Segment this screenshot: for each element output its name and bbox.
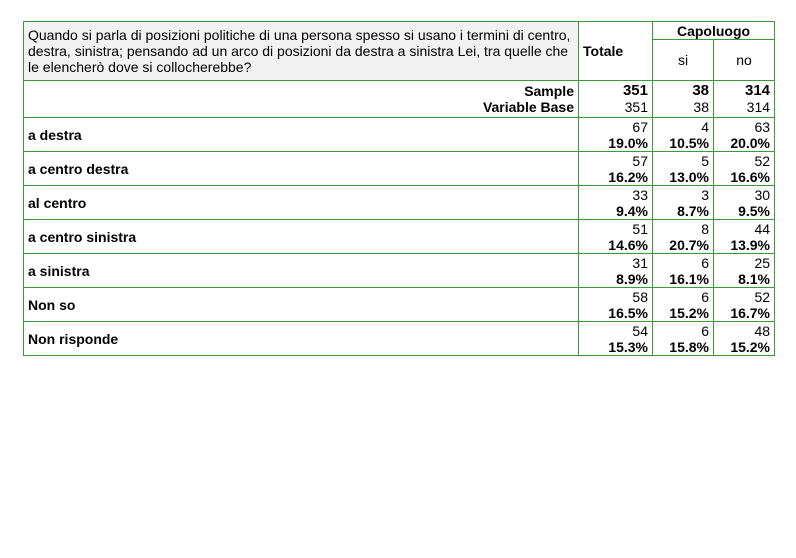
totale-header: Totale (579, 22, 653, 81)
sub-header-si: si (653, 40, 714, 81)
percent: 16.2% (608, 168, 648, 185)
cell-no (714, 152, 775, 186)
table-row (24, 186, 775, 220)
count: 30 (754, 186, 771, 203)
cell-no (714, 288, 775, 322)
row-label: Non risponde (24, 322, 579, 356)
percent: 15.2% (669, 304, 709, 321)
percent: 20.7% (669, 236, 709, 253)
percent: 13.9% (730, 236, 771, 253)
cell-totale (579, 288, 653, 322)
table-row (24, 254, 775, 288)
count: 57 (632, 152, 648, 169)
base-totale (579, 81, 653, 118)
table-row (24, 322, 775, 356)
percent: 16.5% (608, 304, 648, 321)
crosstab-table (23, 21, 775, 356)
cell-si (653, 288, 714, 322)
count: 3 (701, 186, 709, 203)
sample-label: Sample (524, 83, 574, 99)
row-label: a centro destra (24, 152, 579, 186)
percent: 9.4% (616, 202, 648, 219)
count: 5 (701, 152, 709, 169)
question-text: Quando si parla di posizioni politiche di una persona spesso si usano i termini di centro, destra, sinistra; pensando ad un arco di posizioni da destra a sinistra Lei, tra quelle che le elencherò dove si collocherebbe? (24, 22, 579, 81)
cell-si (653, 186, 714, 220)
count: 31 (632, 254, 648, 271)
cell-si (653, 220, 714, 254)
percent: 8.1% (738, 270, 771, 287)
table-row (24, 152, 775, 186)
percent: 16.6% (730, 168, 771, 185)
cell-totale (579, 322, 653, 356)
cell-si (653, 152, 714, 186)
capoluogo-header: Capoluogo (653, 22, 775, 40)
percent: 9.5% (738, 202, 771, 219)
cell-totale (579, 152, 653, 186)
cell-totale (579, 220, 653, 254)
percent: 10.5% (669, 134, 709, 151)
count: 54 (632, 322, 648, 339)
sub-header-no: no (714, 40, 775, 81)
count: 52 (754, 288, 771, 305)
percent: 15.2% (730, 338, 771, 355)
count: 25 (754, 254, 771, 271)
table-row (24, 220, 775, 254)
base-labels (24, 81, 579, 118)
count: 48 (754, 322, 771, 339)
percent: 15.8% (669, 338, 709, 355)
cell-no (714, 220, 775, 254)
table-row (24, 288, 775, 322)
variable-base-value: 38 (693, 99, 709, 115)
sample-value: 351 (622, 82, 648, 99)
count: 52 (754, 152, 771, 169)
table-row (24, 118, 775, 152)
base-si (653, 81, 714, 118)
sample-value: 314 (744, 82, 771, 99)
row-label: a destra (24, 118, 579, 152)
row-label: a sinistra (24, 254, 579, 288)
count: 63 (754, 118, 771, 135)
sample-value: 38 (692, 82, 709, 99)
row-label: Non so (24, 288, 579, 322)
percent: 8.9% (616, 270, 648, 287)
cell-no (714, 322, 775, 356)
cell-totale (579, 254, 653, 288)
cell-totale (579, 186, 653, 220)
cell-no (714, 118, 775, 152)
count: 67 (632, 118, 648, 135)
cell-totale (579, 118, 653, 152)
percent: 20.0% (730, 134, 771, 151)
cell-si (653, 322, 714, 356)
row-label: al centro (24, 186, 579, 220)
count: 8 (701, 220, 709, 237)
percent: 15.3% (608, 338, 648, 355)
row-label: a centro sinistra (24, 220, 579, 254)
base-no (714, 81, 775, 118)
percent: 8.7% (677, 202, 709, 219)
variable-base-value: 351 (624, 99, 648, 115)
count: 6 (701, 288, 709, 305)
percent: 16.1% (669, 270, 709, 287)
percent: 16.7% (730, 304, 771, 321)
count: 58 (632, 288, 648, 305)
count: 6 (701, 254, 709, 271)
percent: 13.0% (669, 168, 709, 185)
count: 6 (701, 322, 709, 339)
cell-no (714, 186, 775, 220)
variable-base-label: Variable Base (482, 99, 574, 115)
cell-no (714, 254, 775, 288)
count: 51 (632, 220, 648, 237)
percent: 19.0% (608, 134, 648, 151)
count: 33 (632, 186, 648, 203)
percent: 14.6% (608, 236, 648, 253)
cell-si (653, 118, 714, 152)
count: 44 (754, 220, 771, 237)
variable-base-value: 314 (746, 99, 771, 115)
cell-si (653, 254, 714, 288)
count: 4 (701, 118, 709, 135)
